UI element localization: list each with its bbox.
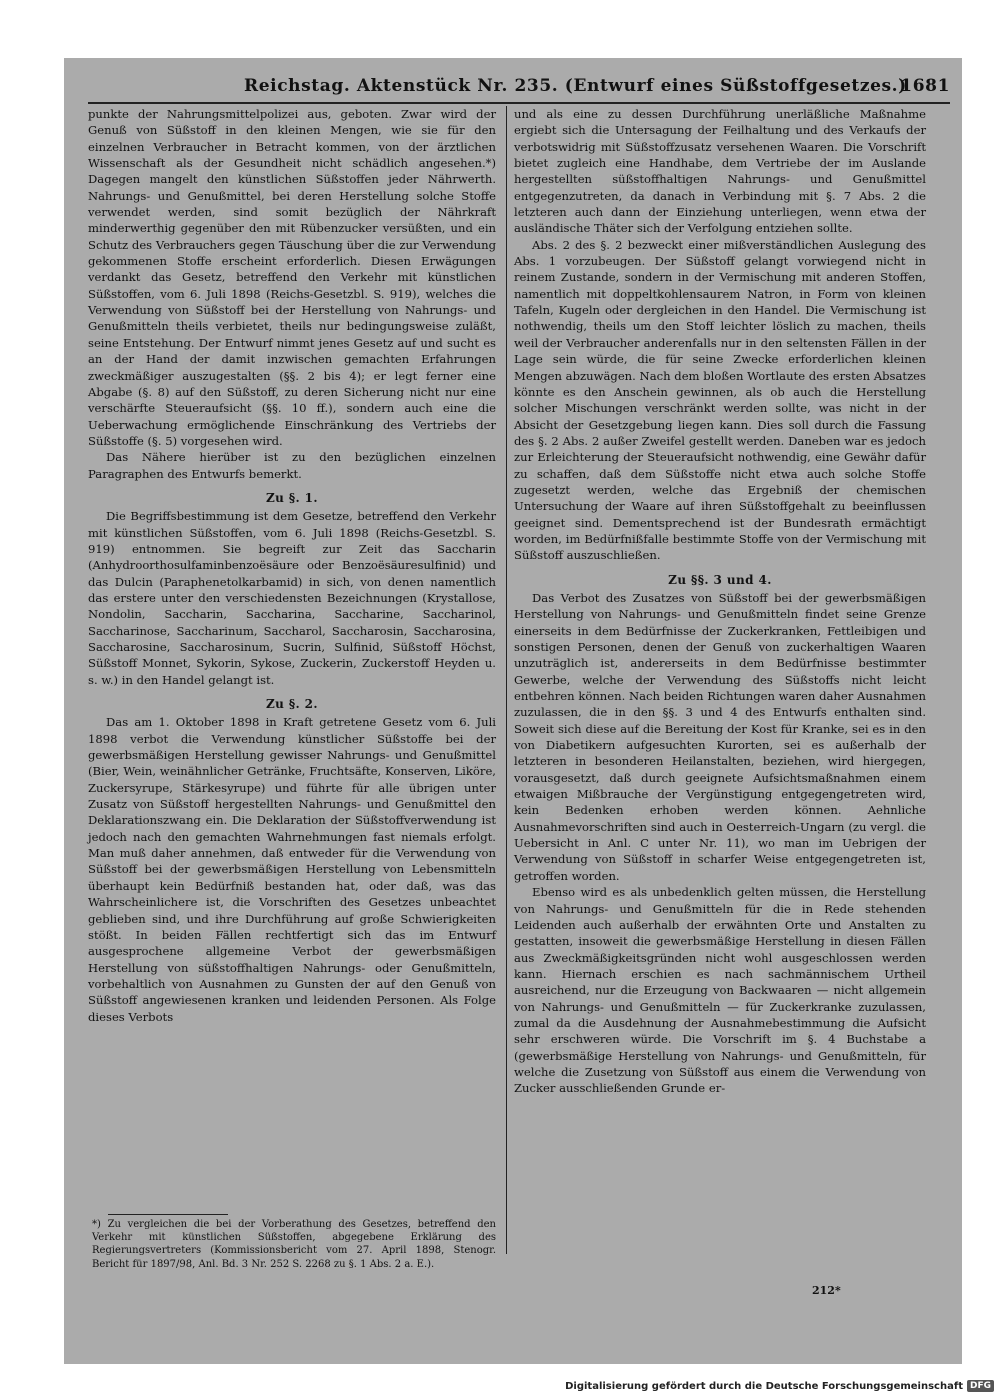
signature-mark: 212*	[812, 1284, 841, 1297]
column-divider	[506, 106, 507, 1254]
document-page	[64, 58, 962, 1364]
paragraph: Das Verbot des Zusatzes von Süßstoff bei der gewerbsmäßigen Herstellung von Nahrungs- und Genußmitteln findet seine Grenze einerseits in dem Bedürfnisse der Zuckerkranken, Fettleibigen und sonstigen Personen, denen der Genuß von zuckerhaltigen Waaren unzuträglich ist, andererseits in dem Bedürfnisse bestimmter Gewerbe, welche der Verwendung des Süßstoffs nicht leicht entbehren können. Nach beiden Richtungen waren daher Ausnahmen zuzulassen, die in den §§. 3 und 4 des Entwurfs enthalten sind. Soweit sich diese auf die Bereitung der Kost für Kranke, sei es in den von Diabetikern aufgesuchten Kurorten, sei es außerhalb der letzteren in besonderen Heilanstalten, beziehen, wird hiergegen, vorausgesetzt, daß durch geeignete Aufsichtsmaßnahmen einem etwaigen Mißbrauche der Vergünstigung entgegengetreten wird, kein Bedenken erhoben werden können. Aehnliche Ausnahmevorschriften sind auch in Oesterreich-Ungarn (zu vergl. die Uebersicht in Anl. C unter Nr. 11), wo man im Uebrigen der Verwendung von Süßstoff in scharfer Weise entgegengetreten ist, getroffen worden.	[514, 590, 926, 883]
paragraph: und als eine zu dessen Durchführung unerläßliche Maßnahme ergiebt sich die Untersagung der Feilhaltung und des Verkaufs der verbotswidrig mit Süßstoffzusatz versehenen Waaren. Die Vorschrift bietet zugleich eine Handhabe, dem Vertriebe der im Auslande hergestellten süßstoffhaltigen Nahrungs- und Genußmittel entgegenzutreten, da danach in Verbindung mit §. 7 Abs. 2 die letzteren auch dann der Einziehung unterliegen, wenn etwa der ausländische Thäter sich der Verfolgung entziehen sollte.	[514, 107, 926, 236]
paragraph: Ebenso wird es als unbedenklich gelten müssen, die Herstellung von Nahrungs- und Genußmitteln für die in Rede stehenden Leidenden auch außerhalb der erwähnten Orte und Anstalten zu gestatten, insoweit die gewerbsmäßige Herstellung in diesen Fällen aus Zweckmäßigkeitsgründen nicht wohl ausgeschlossen werden kann. Hiernach erschien es nach sachmännischem Urtheil ausreichend, nur die Erzeugung von Backwaaren — nicht allgemein von Nahrungs- und Genußmitteln — für Zuckerkranke zuzulassen, zumal da die Ausdehnung der Ausnahmebestimmung die Aufsicht sehr erschweren würde. Die Vorschrift im §. 4 Buchstabe a (gewerbsmäßige Herstellung von Nahrungs- und Genußmitteln, für welche die Zusetzung von Süßstoff aus einem die Verwendung von Zucker ausschließenden Grunde er-	[514, 885, 926, 1096]
section-heading: Zu §. 2.	[265, 697, 319, 712]
header-rule	[88, 102, 950, 104]
paragraph: punkte der Nahrungsmittelpolizei aus, geboten. Zwar wird der Genuß von Süßstoff in den kleinen Mengen, wie sie für den einzelnen Verbraucher in Betracht kommen, von der ärztlichen Wissenschaft als der Gesundheit nicht schädlich angesehen.*) Dagegen mangelt den künstlichen Süßstoffen jeder Nährwerth. Nahrungs- und Genußmittel, bei deren Herstellung solche Stoffe verwendet werden, sind somit bezüglich der Nährkraft minderwerthig gegenüber den mit Rübenzucker versüßten, und ein Schutz des Verbrauchers gegen Täuschung über die zur Verwendung gekommenen Stoffe erscheint erforderlich. Diesen Erwägungen verdankt das Gesetz, betreffend den Verkehr mit künstlichen Süßstoffen, vom 6. Juli 1898 (Reichs-Gesetzbl. S. 919), welches die Verwendung von Süßstoff bei der Herstellung von Nahrungs- und Genußmitteln theils verbietet, theils nur bedingungsweise zuläßt, seine Entstehung. Der Entwurf nimmt jenes Gesetz auf und sucht es an der Hand der damit inzwischen gemachten Erfahrungen zweckmäßiger auszugestalten (§§. 2 bis 4); er legt ferner eine Abgabe (§. 8) auf den Süßstoff, zu deren Sicherung nicht nur eine verschärfte Steueraufsicht (§§. 10 ff.), sondern auch eine die Ueberwachung ermöglichende Einschränkung des Vertriebs der Süßstoffe (§. 5) vorgesehen wird.	[88, 107, 496, 448]
section-heading: Zu §§. 3 und 4.	[668, 572, 772, 587]
dfg-logo: DFG	[967, 1380, 994, 1392]
paragraph: Das Nähere hierüber ist zu den bezüglichen einzelnen Paragraphen des Entwurfs bemerkt.	[88, 450, 496, 481]
paragraph: Die Begriffsbestimmung ist dem Gesetze, betreffend den Verkehr mit künstlichen Süßstoffen, vom 6. Juli 1898 (Reichs-Gesetzbl. S. 919) entnommen. Sie begreift zur Zeit das Saccharin (Anhydroorthosulfaminbenzoësäure oder Benzoësäuresulfinid) und das Dulcin (Paraphenetolkarbamid) in sich, von denen namentlich das erstere unter den verschiedensten Bezeichnungen (Krystallose, Nondolin, Saccharin, Saccharina, Saccharine, Saccharinol, Saccharinose, Saccharinum, Saccharol, Saccharosin, Saccharosina, Saccharosine, Saccharosinum, Sucrin, Sulfinid, Süßstoff Höchst, Süßstoff Monnet, Sykorin, Sykose, Zuckerin, Zuckerstoff Heyden u. s. w.) in den Handel gelangt ist.	[88, 509, 496, 687]
credit-text: Digitalisierung gefördert durch die Deutsche Forschungsgemeinschaft	[565, 1380, 963, 1392]
header-title: Reichstag. Aktenstück Nr. 235. (Entwurf eines Süßstoffgesetzes.)	[244, 76, 907, 96]
footnote-rule	[108, 1214, 228, 1215]
paragraph: Das am 1. Oktober 1898 in Kraft getretene Gesetz vom 6. Juli 1898 verbot die Verwendung künstlicher Süßstoffe bei der gewerbsmäßigen Herstellung gewisser Nahrungs- und Genußmittel (Bier, Wein, weinähnlicher Getränke, Fruchtsäfte, Konserven, Liköre, Zuckersyrupe, Stärkesyrupe) und führte für alle übrigen unter Zusatz von Süßstoff hergestellten Nahrungs- und Genußmittel den Deklarationszwang ein. Die Deklaration der Süßstoffverwendung ist jedoch nach den gemachten Wahrnehmungen fast niemals erfolgt. Man muß daher annehmen, daß entweder für die Verwendung von Süßstoff bei der gewerbsmäßigen Herstellung von Lebensmitteln überhaupt kein Bedürfniß bestanden hat, oder daß, was das Wahrscheinlichere ist, die Vorschriften des Gesetzes unbeachtet geblieben sind, und ihre Durchführung auf große Schwierigkeiten stößt. In beiden Fällen rechtfertigt sich das im Entwurf ausgesprochene allgemeine Verbot der gewerbsmäßigen Herstellung von süßstoffhaltigen Nahrungs- oder Genußmitteln, vorbehaltlich von Ausnahmen zu Gunsten der auf den Genuß von Süßstoff angewiesenen kranken und leidenden Personen. Als Folge dieses Verbots	[88, 715, 496, 1024]
paragraph: Abs. 2 des §. 2 bezweckt einer mißverständlichen Auslegung des Abs. 1 vorzubeugen. Der Süßstoff gelangt vorwiegend nicht in reinem Zustande, sondern in der Vermischung mit anderen Stoffen, namentlich mit doppeltkohlensaurem Natron, in Form von kleinen Tafeln, Kugeln oder dergleichen in den Handel. Die Vermischung ist nothwendig, theils um den Stoff leichter löslich zu machen, theils weil der Verbraucher anderenfalls nur in den seltensten Fällen in der Lage sein würde, die für seine Zwecke erforderlichen kleinen Mengen abzuwägen. Nach dem bloßen Wortlaute des ersten Absatzes könnte es den Anschein gewinnen, als ob auch die Herstellung solcher Mischungen verschränkt werden sollte, was nicht in der Absicht der Gesetzgebung liegen kann. Dies soll durch die Fassung des §. 2 Abs. 2 außer Zweifel gestellt werden. Daneben war es jedoch zur Erleichterung der Steueraufsicht nothwendig, eine Gewähr dafür zu schaffen, daß dem Süßstoffe nicht etwa auch solche Stoffe zugesetzt werden, welche das Ergebniß der chemischen Untersuchung der Waare auf ihren Süßstoffgehalt zu beeinflussen geeignet sind. Dementsprechend ist der Bundesrath ermächtigt worden, im Bedürfnißfalle bestimmte Stoffe von der Vermischung mit Süßstoff auszuschließen.	[514, 237, 926, 563]
page-header	[124, 72, 950, 100]
page-number: 1681	[900, 76, 950, 96]
digitization-credit	[565, 1379, 994, 1393]
footnote: *) Zu vergleichen die bei der Vorberathung des Gesetzes, betreffend den Verkehr mit künstlichen Süßstoffen, abgegebene Erklärung des Regierungsvertreters (Kommissionsbericht vom 27. April 1898, Stenogr. Bericht für 1897/98, Anl. Bd. 3 Nr. 252 S. 2268 zu §. 1 Abs. 2 a. E.).	[92, 1219, 496, 1270]
right-column	[514, 106, 926, 1097]
left-column	[88, 106, 496, 1025]
section-heading: Zu §. 1.	[265, 490, 319, 505]
